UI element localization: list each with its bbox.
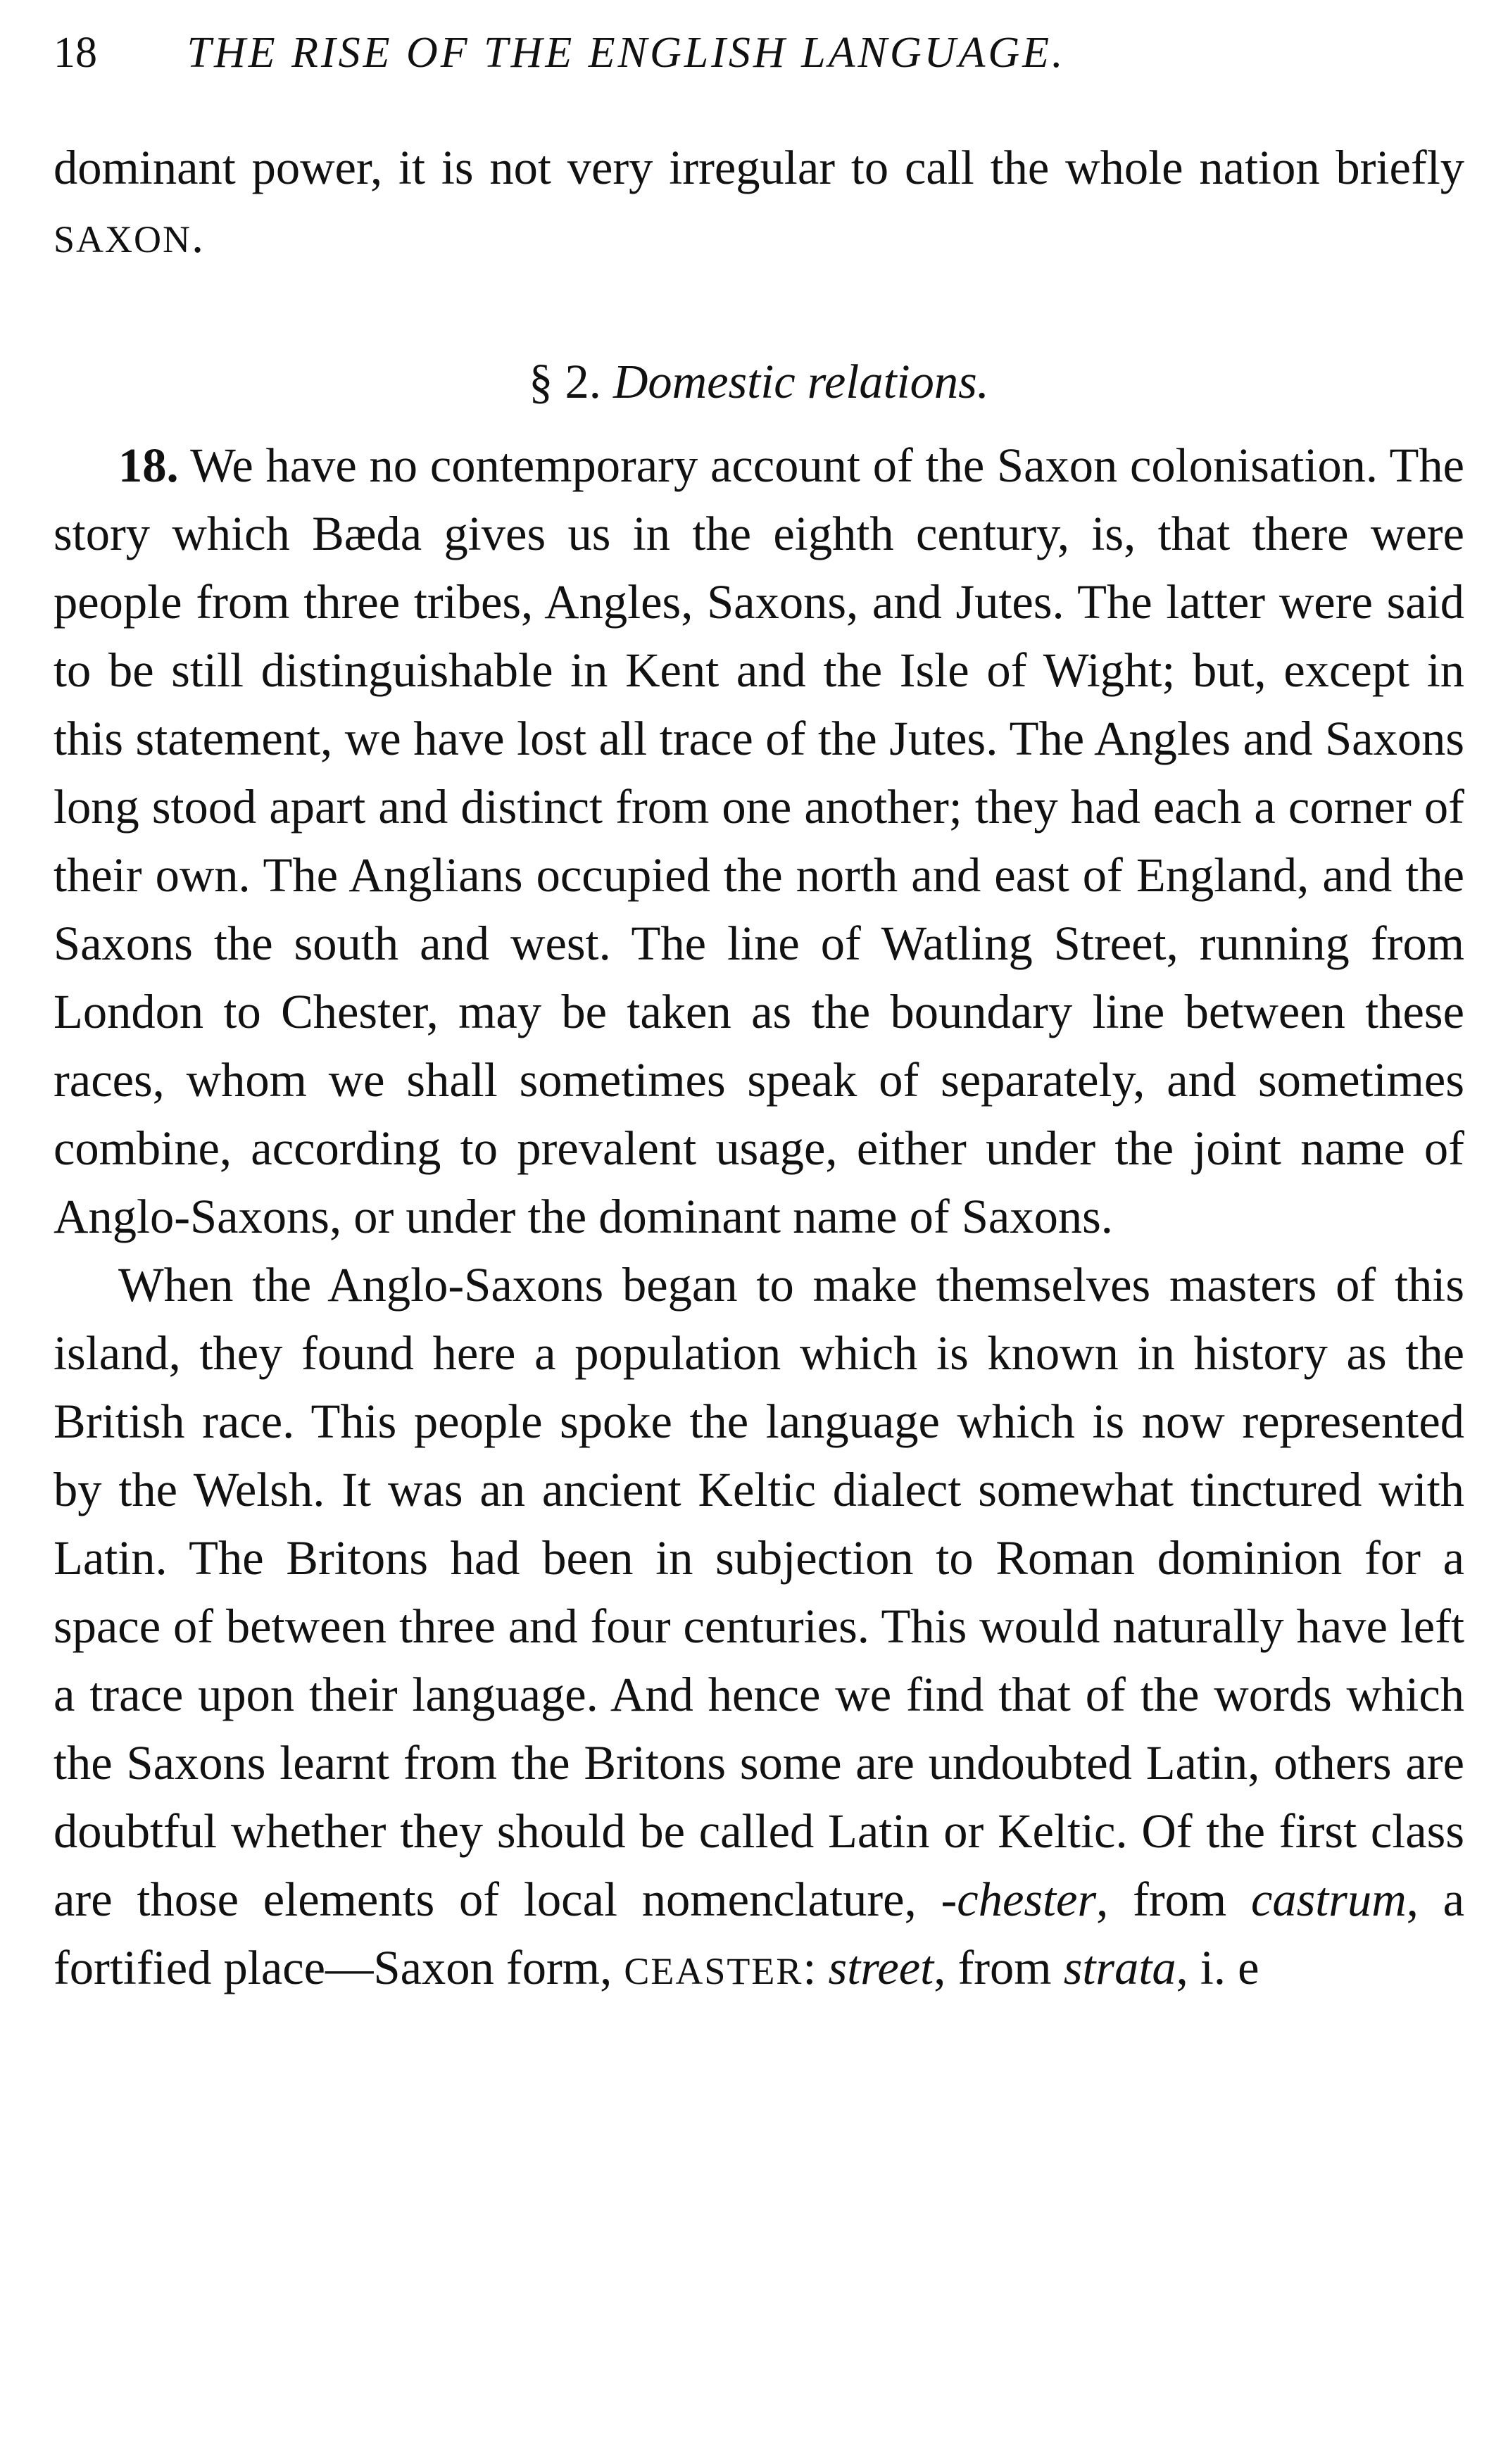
section-title: Domestic relations.	[612, 355, 989, 408]
term-street: street	[828, 1941, 934, 1994]
continuation-end: .	[191, 209, 204, 263]
paragraph-text-4: :	[803, 1941, 829, 1994]
paragraph-text-1: When the Anglo-Saxons began to make themselves masters of this island, they found here a population which is known in history as the British race. This people spoke the language which is now represented by the Welsh. It was an ancient Keltic dialect somewhat tinctured with Latin. The Britons had been in subjection to Roman dominion for a space of between three and four centuries. This would naturally have left a trace upon their language. And hence we find that of the words which the Saxons learnt from the Britons some are undoubted Latin, others are doubtful whether they should be called Latin or Keltic. Of the first class are those elements of local nomenclature,	[54, 1258, 1464, 1926]
term-chester: -chester	[941, 1873, 1097, 1926]
running-title: THE RISE OF THE ENGLISH LANGUAGE.	[187, 29, 1066, 77]
section-number: § 2.	[529, 355, 601, 408]
body-text	[54, 134, 1464, 2006]
small-caps-ceaster: CEASTER	[624, 1950, 803, 1992]
term-strata: strata	[1063, 1941, 1176, 1994]
paragraph-text-6: , i. e	[1176, 1941, 1259, 1994]
small-caps-saxon: SAXON	[54, 218, 192, 260]
paragraph-18-text: We have no contemporary account of the Saxon colonisation. The story which Bæda gives us in the eighth century, is, that there were people from three tribes, Angles, Saxons, and Jutes. The latter were said to be still distinguishable in Kent and the Isle of Wight; but, except in this statement, we have lost all trace of the Jutes. The Angles and Saxons long stood apart and distinct from one another; they had each a corner of their own. The Anglians occupied the north and east of England, and the Saxons the south and west. The line of Watling Street, running from London to Chester, may be taken as the boundary line between these races, whom we shall sometimes speak of separately, and sometimes combine, according to prevalent usage, either under the joint name of Anglo-Saxons, or under the dominant name of Saxons.	[54, 439, 1464, 1243]
page-number: 18	[54, 29, 97, 77]
paragraph-britons	[54, 1251, 1464, 2006]
section-heading	[54, 348, 1464, 416]
paragraph-text-2: , from	[1096, 1873, 1251, 1926]
term-castrum: castrum	[1250, 1873, 1407, 1926]
paragraph-text-5: , from	[934, 1941, 1064, 1994]
continuation-text: dominant power, it is not very irregular to call the whole nation briefly	[54, 141, 1464, 194]
paragraph-18	[54, 432, 1464, 1251]
continuation-paragraph	[54, 134, 1464, 274]
running-head	[54, 28, 1464, 134]
paragraph-number: 18.	[118, 439, 179, 492]
paragraph-text-3: , a fortified place—Saxon form,	[54, 1873, 1465, 1994]
